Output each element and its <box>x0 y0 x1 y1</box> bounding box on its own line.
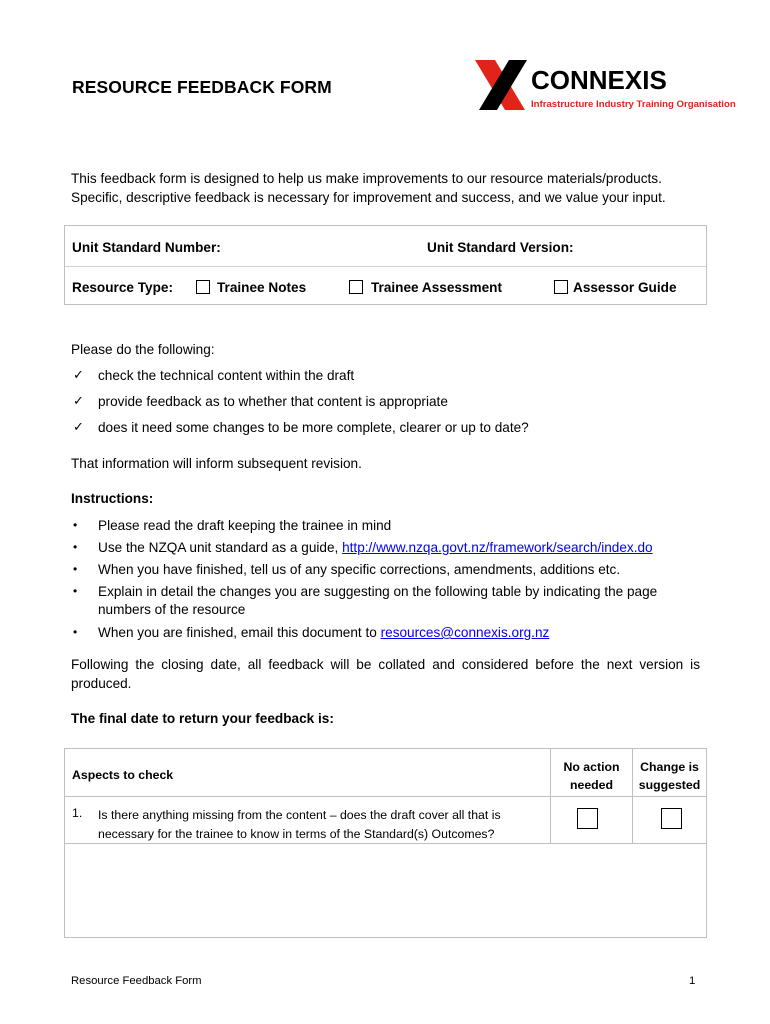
checkmark-icon: ✓ <box>73 419 84 434</box>
please-item: provide feedback as to whether that content is appropriate <box>98 394 448 409</box>
assessor-guide-checkbox[interactable] <box>554 280 568 294</box>
box-divider <box>65 266 706 267</box>
resource-type-label: Resource Type: <box>72 280 173 295</box>
email-link[interactable]: resources@connexis.org.nz <box>380 625 550 640</box>
please-item: does it need some changes to be more complete, clearer or up to date? <box>98 420 529 435</box>
instruction-item: Explain in detail the changes you are suggesting on the following table by indicating the page <box>98 584 658 599</box>
change-header-line1: Change is <box>640 760 699 774</box>
row-number: 1. <box>72 806 83 820</box>
footer-title: Resource Feedback Form <box>71 975 202 987</box>
feedback-comment-area[interactable] <box>65 844 706 937</box>
page-number: 1 <box>689 975 696 987</box>
no-action-header <box>551 758 632 794</box>
trainee-assessment-label: Trainee Assessment <box>371 280 502 295</box>
assessor-guide-label: Assessor Guide <box>573 280 677 295</box>
instruction-item <box>98 625 549 640</box>
change-header-line2: suggested <box>638 778 701 792</box>
logo-tagline-text: Infrastructure Industry Training Organisation <box>531 99 736 110</box>
no-action-checkbox[interactable] <box>577 808 598 829</box>
aspects-header: Aspects to check <box>72 768 174 782</box>
checkmark-icon: ✓ <box>73 367 84 382</box>
feedback-table <box>64 748 707 938</box>
logo-brand-text: CONNEXIS <box>531 65 667 95</box>
bullet-icon: • <box>73 562 78 576</box>
page-title: RESOURCE FEEDBACK FORM <box>72 77 332 97</box>
instruction-item: Please read the draft keeping the trainee in mind <box>98 518 392 533</box>
instruction-item <box>98 540 653 555</box>
table-divider <box>65 796 706 797</box>
instruction-item: When you have finished, tell us of any specific corrections, amendments, additions etc. <box>98 562 621 577</box>
revision-note: That information will inform subsequent revision. <box>71 456 362 471</box>
instruction-item-text: Use the NZQA unit standard as a guide, <box>98 540 343 555</box>
trainee-notes-checkbox[interactable] <box>196 280 210 294</box>
final-date-label: The final date to return your feedback is: <box>71 711 334 726</box>
unit-standard-version-label: Unit Standard Version: <box>427 240 574 255</box>
bullet-icon: • <box>73 540 78 554</box>
please-heading: Please do the following: <box>71 342 215 357</box>
connexis-logo-mark <box>473 58 736 114</box>
no-action-header-line1: No action <box>563 760 620 774</box>
trainee-notes-label: Trainee Notes <box>217 280 307 295</box>
nzqa-link[interactable]: http://www.nzqa.govt.nz/framework/search/index.do <box>342 540 653 555</box>
connexis-logo <box>473 58 736 114</box>
change-suggested-checkbox[interactable] <box>661 808 682 829</box>
row1-question-line2: necessary for the trainee to know in terms of the Standard(s) Outcomes? <box>98 827 495 841</box>
closing-text-cont: produced. <box>71 676 132 691</box>
unit-standard-number-label: Unit Standard Number: <box>72 240 221 255</box>
no-action-header-line2: needed <box>569 778 614 792</box>
bullet-icon: • <box>73 625 78 639</box>
instruction-item-cont: numbers of the resource <box>98 602 246 617</box>
trainee-assessment-checkbox[interactable] <box>349 280 363 294</box>
change-header <box>633 758 706 794</box>
intro-text: This feedback form is designed to help us make improvements to our resource materials/products. Specific, descriptive feedback is necessary for improvement and success, and we value your input. <box>71 171 666 205</box>
closing-text: Following the closing date, all feedback will be collated and considered before the next version is <box>71 657 700 672</box>
row1-question-line1: Is there anything missing from the content – does the draft cover all that is <box>98 808 501 822</box>
bullet-icon: • <box>73 584 78 598</box>
instruction-item-text: When you are finished, email this document to <box>98 625 381 640</box>
instructions-heading: Instructions: <box>71 491 154 506</box>
bullet-icon: • <box>73 518 78 532</box>
checkmark-icon: ✓ <box>73 393 84 408</box>
row1-question <box>98 806 501 844</box>
please-item: check the technical content within the draft <box>98 368 355 383</box>
unit-standard-box <box>64 225 707 305</box>
